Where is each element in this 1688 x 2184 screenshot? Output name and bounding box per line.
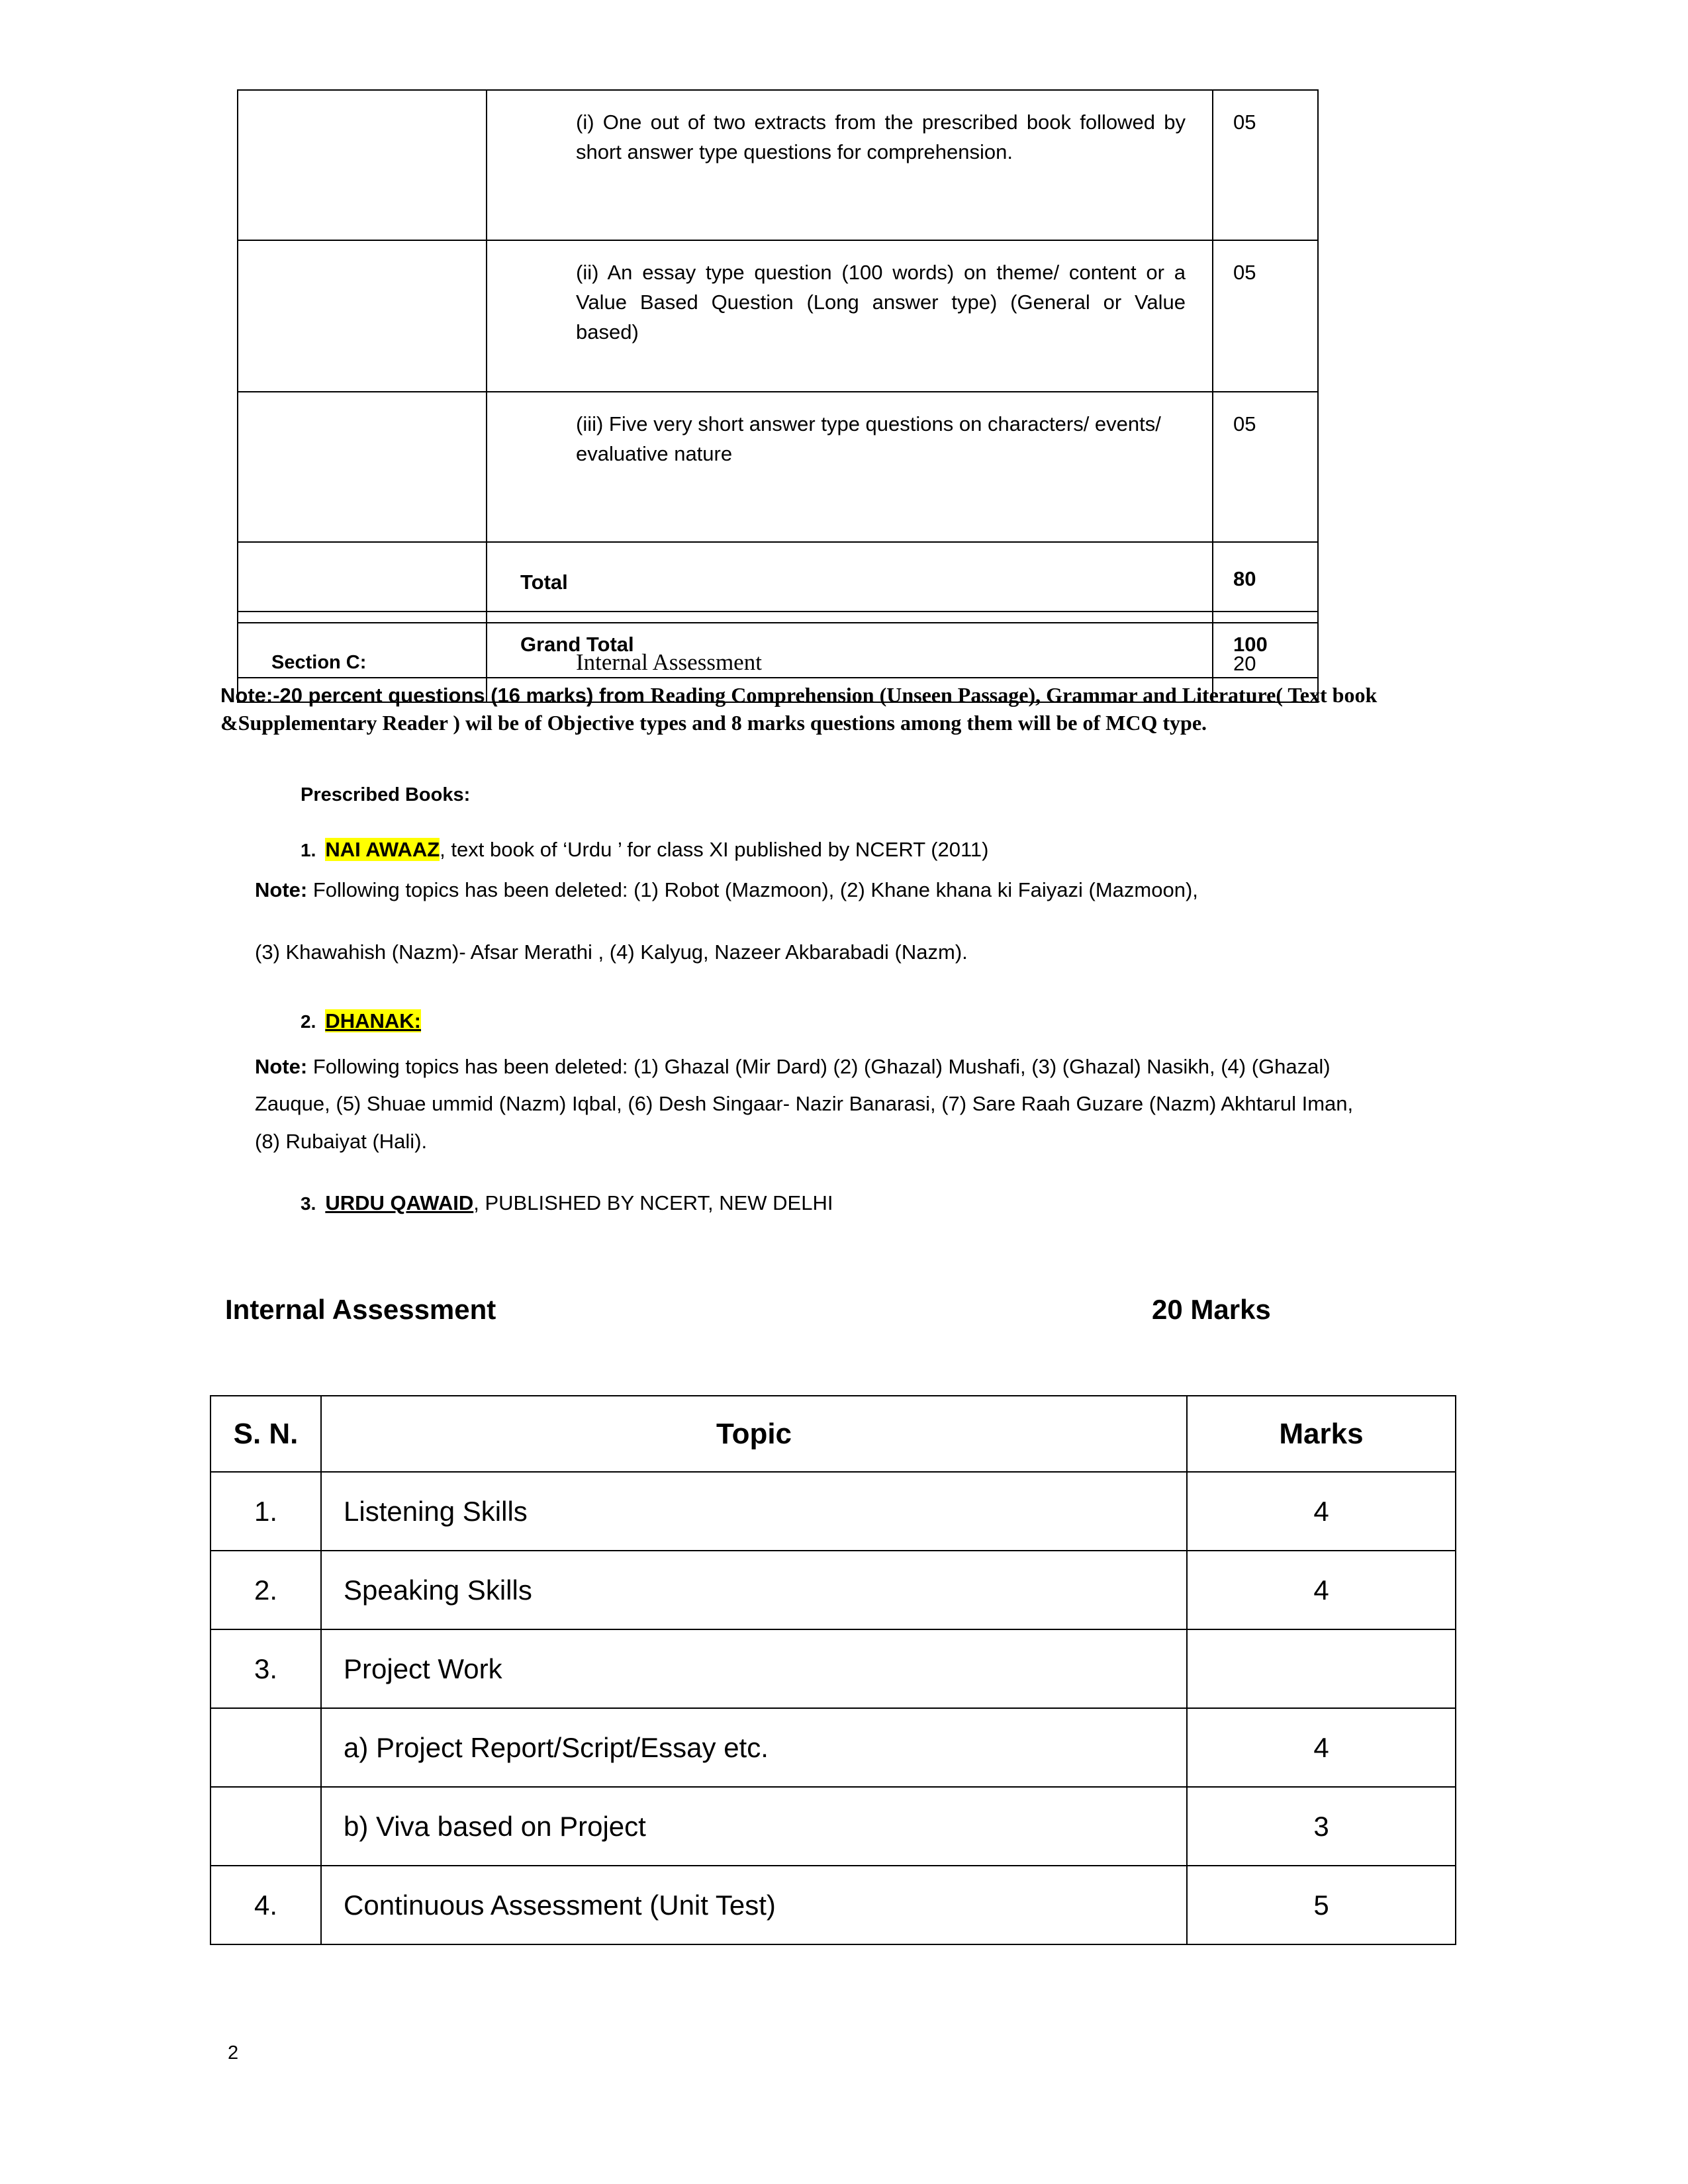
book-2-deleted-topics-note bbox=[255, 1048, 1380, 1160]
topic-cell: Project Work bbox=[321, 1629, 1187, 1708]
book-2-title: DHANAK: bbox=[325, 1009, 422, 1032]
book-1-number: 1. bbox=[301, 840, 316, 860]
book-1-deleted-topics-note bbox=[255, 876, 1198, 966]
internal-assessment-table bbox=[210, 1395, 1456, 1945]
prescribed-books-heading: Prescribed Books: bbox=[301, 784, 471, 805]
total-marks: 80 bbox=[1213, 542, 1318, 623]
table-row-grand-total bbox=[238, 612, 1318, 678]
internal-assessment-heading: Internal Assessment bbox=[225, 1294, 496, 1325]
book-1-note-line-2: (3) Khawahish (Nazm)- Afsar Merathi , (4) Kalyug, Nazeer Akbarabadi (Nazm). bbox=[255, 940, 968, 964]
book-1-note-line-1 bbox=[255, 876, 1198, 904]
topic-cell: Speaking Skills bbox=[321, 1551, 1187, 1629]
description-cell: (iii) Five very short answer type questions on characters/ events/ evaluative nature bbox=[487, 392, 1213, 542]
section-cell bbox=[238, 90, 487, 240]
page-number: 2 bbox=[228, 2042, 239, 2064]
header-topic: Topic bbox=[321, 1396, 1187, 1472]
book-3-title: URDU QAWAID bbox=[325, 1191, 474, 1214]
book-item-3 bbox=[301, 1191, 833, 1215]
header-marks: Marks bbox=[1187, 1396, 1456, 1472]
topic-cell: b) Viva based on Project bbox=[321, 1787, 1187, 1866]
note-paragraph bbox=[220, 682, 1445, 737]
section-cell bbox=[238, 612, 487, 678]
book-item-2 bbox=[301, 1009, 421, 1033]
topic-cell: Continuous Assessment (Unit Test) bbox=[321, 1866, 1187, 1944]
table-row-continuous-assessment bbox=[211, 1866, 1456, 1944]
table-row-essay-question bbox=[238, 240, 1318, 392]
book-3-number: 3. bbox=[301, 1193, 316, 1214]
serial-cell: 1. bbox=[211, 1472, 321, 1551]
serial-cell: 3. bbox=[211, 1629, 321, 1708]
internal-assessment-total-marks: 20 Marks bbox=[1152, 1294, 1271, 1325]
topic-cell: a) Project Report/Script/Essay etc. bbox=[321, 1708, 1187, 1787]
table-row-viva bbox=[211, 1787, 1456, 1866]
topic-cell: Listening Skills bbox=[321, 1472, 1187, 1551]
grand-total-label: Grand Total bbox=[487, 612, 1213, 678]
header-serial-number: S. N. bbox=[211, 1396, 321, 1472]
description-cell: (i) One out of two extracts from the prescribed book followed by short answer type questions for comprehension. bbox=[487, 90, 1213, 240]
marks-cell: 3 bbox=[1187, 1787, 1456, 1866]
marks-cell: 4 bbox=[1187, 1551, 1456, 1629]
book-2-number: 2. bbox=[301, 1011, 316, 1032]
marks-cell: 05 bbox=[1213, 90, 1318, 240]
description-cell: (ii) An essay type question (100 words) on theme/ content or a Value Based Question (Long answer type) (General or Value based) bbox=[487, 240, 1213, 392]
book-1-description: , text book of ‘Urdu ’ for class XI published by NCERT (2011) bbox=[440, 838, 989, 861]
total-label: Total bbox=[487, 542, 1213, 623]
book-3-description: , PUBLISHED BY NCERT, NEW DELHI bbox=[473, 1191, 833, 1214]
section-cell bbox=[238, 392, 487, 542]
grand-total-table bbox=[237, 611, 1319, 678]
internal-assessment-cell: Internal Assessment bbox=[487, 623, 1213, 702]
marks-cell: 4 bbox=[1187, 1472, 1456, 1551]
table-row-project-report bbox=[211, 1708, 1456, 1787]
section-cell bbox=[238, 240, 487, 392]
note-label: Note: bbox=[255, 878, 308, 901]
marks-cell bbox=[1187, 1629, 1456, 1708]
table-row-extract-question bbox=[238, 90, 1318, 240]
marks-cell: 20 bbox=[1213, 623, 1318, 702]
serial-cell bbox=[211, 1708, 321, 1787]
section-c-label: Section C: bbox=[238, 623, 487, 702]
note-serif-text: Reading Comprehension (Unseen Passage), Grammar and Literature( Text book &Supplementary Reader ) wil be of Objective types and 8 marks questions among them will be of MCQ type. bbox=[220, 683, 1378, 735]
grand-total-marks: 100 bbox=[1213, 612, 1318, 678]
marks-cell: 4 bbox=[1187, 1708, 1456, 1787]
marks-cell: 5 bbox=[1187, 1866, 1456, 1944]
table-header-row bbox=[211, 1396, 1456, 1472]
book-2-note-text: Following topics has been deleted: (1) Ghazal (Mir Dard) (2) (Ghazal) Mushafi, (3) (Ghazal) Nasikh, (4) (Ghazal) Zauque, (5) Shuae ummid (Nazm) Iqbal, (6) Desh Singaar- Nazir Banarasi, (7) Sare Raah Guzare (Nazm) Akhtarul Iman, (8) Rubaiyat (Hali). bbox=[255, 1055, 1354, 1153]
table-row-speaking-skills bbox=[211, 1551, 1456, 1629]
marks-cell: 05 bbox=[1213, 240, 1318, 392]
table-row-project-work bbox=[211, 1629, 1456, 1708]
table-row-listening-skills bbox=[211, 1472, 1456, 1551]
marks-cell: 05 bbox=[1213, 392, 1318, 542]
book-1-note-text: Following topics has been deleted: (1) Robot (Mazmoon), (2) Khane khana ki Faiyazi (Mazmoon), bbox=[307, 878, 1198, 901]
book-1-title: NAI AWAAZ bbox=[325, 838, 440, 861]
book-item-1 bbox=[301, 838, 989, 862]
serial-cell bbox=[211, 1787, 321, 1866]
note-label: Note: bbox=[255, 1055, 308, 1078]
serial-cell: 2. bbox=[211, 1551, 321, 1629]
table-row-short-answer-question bbox=[238, 392, 1318, 542]
serial-cell: 4. bbox=[211, 1866, 321, 1944]
note-lead-text: Note:-20 percent questions (16 marks) from bbox=[220, 684, 651, 707]
